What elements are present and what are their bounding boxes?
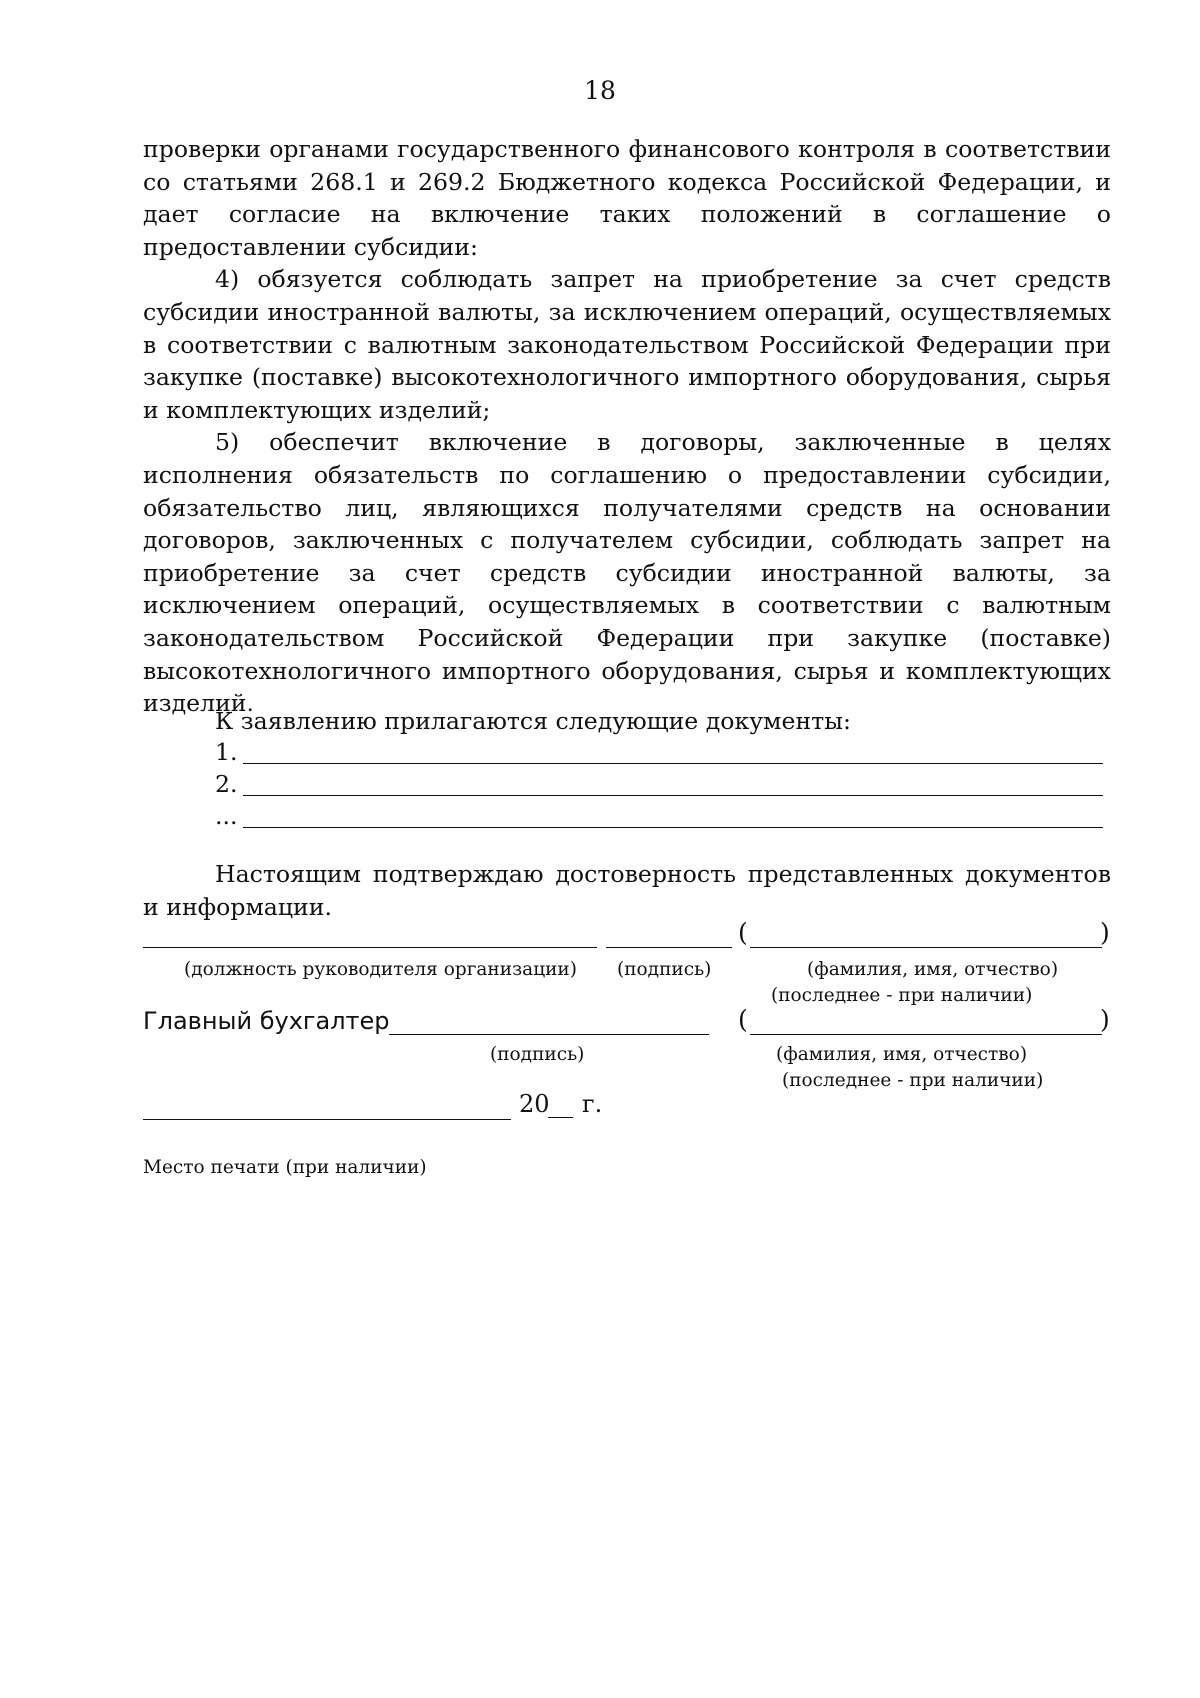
attachment-blank[interactable] (243, 763, 1103, 764)
year-prefix: 20 (519, 1090, 550, 1118)
head-name-field[interactable] (750, 947, 1102, 948)
head-name-note: (последнее - при наличии) (771, 985, 1033, 1006)
year-suffix: г. (582, 1090, 603, 1118)
paragraph-item-4: 4) обязуется соблюдать запрет на приобретение за счет средств субсидии иностранной валюты, за исключением операций, осуществляемых в соответствии с валютным законодательством Российской Федерации при закупке (поставке) высокотехнологичного импортного оборудования, сырья и комплектующих изделий; (143, 265, 1111, 424)
chief-signature-field[interactable] (389, 1034, 709, 1035)
attachment-line-2[interactable] (215, 770, 1103, 800)
attachment-blank[interactable] (243, 827, 1103, 828)
chief-name-caption: (фамилия, имя, отчество) (776, 1044, 1028, 1065)
attachment-number: 1. (215, 738, 238, 766)
attachment-number: ... (215, 802, 238, 830)
year-field[interactable] (548, 1117, 573, 1118)
confirmation-text: Настоящим подтверждаю достоверность представленных документов и информации. (143, 860, 1111, 921)
page-number: 18 (584, 76, 616, 105)
body-text (143, 133, 1111, 720)
chief-accountant-label: Главный бухгалтер (143, 1007, 390, 1035)
attachment-line-1[interactable] (215, 738, 1103, 768)
position-caption: (должность руководителя организации) (184, 959, 577, 980)
name-open-paren: ( (738, 918, 748, 947)
head-signature-field[interactable] (606, 947, 732, 948)
name-close-paren: ) (1100, 918, 1110, 947)
paragraph-item-5: 5) обеспечит включение в договоры, заключенные в целях исполнения обязательств по соглашению о предоставлении субсидии, обязательство лиц, являющихся получателями средств на основании договоров, заключенных с получателем субсидии, соблюдать запрет на приобретение за счет средств субсидии иностранной валюты, за исключением операций, осуществляемых в соответствии с валютным законодательством Российской Федерации при закупке (поставке) высокотехнологичного импортного оборудования, сырья и комплектующих изделий. (143, 428, 1111, 718)
date-field[interactable] (143, 1119, 511, 1120)
head-name-caption: (фамилия, имя, отчество) (807, 959, 1059, 980)
chief-name-note: (последнее - при наличии) (782, 1070, 1044, 1091)
attachment-number: 2. (215, 770, 238, 798)
attachment-line-more[interactable] (215, 802, 1103, 832)
position-field[interactable] (143, 947, 597, 948)
head-signature-caption: (подпись) (617, 959, 712, 980)
attachment-blank[interactable] (243, 795, 1103, 796)
chief-name-close-paren: ) (1100, 1005, 1110, 1034)
stamp-place-label: Место печати (при наличии) (143, 1157, 427, 1178)
attachments-title: К заявлению прилагаются следующие документы: (215, 707, 851, 735)
chief-signature-caption: (подпись) (490, 1044, 585, 1065)
chief-name-field[interactable] (750, 1034, 1102, 1035)
paragraph-continuation: проверки органами государственного финансового контроля в соответствии со статьями 268.1 и 269.2 Бюджетного кодекса Российской Федерации, и дает согласие на включение таких положений в соглашение о предоставлении субсидии: (143, 135, 1111, 261)
chief-name-open-paren: ( (738, 1005, 748, 1034)
